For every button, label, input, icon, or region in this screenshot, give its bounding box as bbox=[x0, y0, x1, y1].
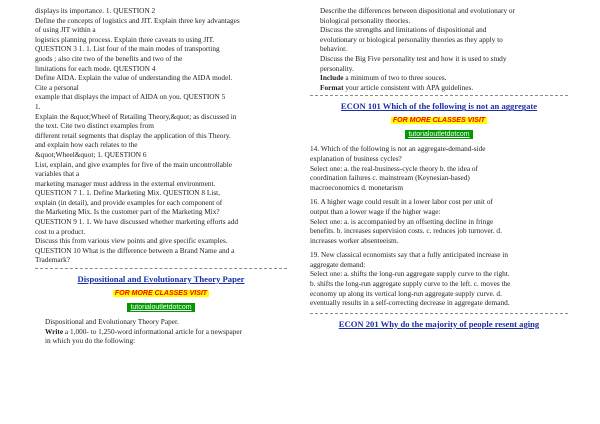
text-line: Cite a personal bbox=[35, 82, 79, 92]
dashed-divider bbox=[310, 313, 568, 314]
questions-text bbox=[35, 6, 287, 265]
text-fragment: your article consistent with APA guidelines. bbox=[343, 82, 474, 92]
text-line: increases worker absenteeism. bbox=[310, 235, 399, 245]
text-line: variables that a bbox=[35, 169, 80, 179]
text-line: in which you do the following: bbox=[45, 336, 136, 346]
text-line: Define AIDA. Explain the value of understanding the AIDA model. bbox=[35, 73, 233, 83]
text-line: aggregate demand: bbox=[310, 259, 366, 269]
text-line: Trademark? bbox=[35, 255, 70, 265]
text-line: the text. Cite two distinct examples from bbox=[35, 121, 154, 131]
text-line: Dispositional and Evolutionary Theory Paper. bbox=[45, 317, 179, 327]
text-line: of using JIT within a bbox=[35, 25, 96, 35]
site-banner[interactable] bbox=[35, 301, 287, 313]
site-banner[interactable] bbox=[310, 128, 568, 140]
text-line: Explain the &quot;Wheel of Retailing Theory,&quot; as discussed in bbox=[35, 111, 237, 121]
text-line: Select one: a. shifts the long-run aggregate supply curve to the right. bbox=[310, 269, 510, 279]
text-line: explanation of business cycles? bbox=[310, 153, 402, 163]
text-line: marketing manager must address in the external environment. bbox=[35, 178, 216, 188]
text-line: coordination failures c. mainstream (Keynesian-based) bbox=[310, 173, 470, 183]
text-fragment: a 1,000- to 1,250-word informational article for a newspaper bbox=[63, 326, 243, 336]
text-line: 1. bbox=[35, 101, 41, 111]
section-title-link[interactable]: Dispositional and Evolutionary Theory Paper bbox=[77, 274, 245, 285]
promo-banner bbox=[35, 287, 287, 299]
paper-requirements bbox=[310, 6, 568, 92]
text-line: QUESTION 10 What is the difference between a Brand Name and a bbox=[35, 245, 235, 255]
bold-keyword: Include bbox=[320, 73, 344, 83]
text-line bbox=[45, 327, 287, 337]
text-line: QUESTION 9 1. 1. We have discussed whether marketing efforts add bbox=[35, 217, 239, 227]
promo-text: FOR MORE CLASSES VISIT bbox=[114, 290, 208, 298]
text-line: benefits. b. increases supervision costs. c. reduces job turnover. d. bbox=[310, 226, 502, 236]
left-column bbox=[35, 6, 287, 346]
text-line: QUESTION 7 1. 1. Define Marketing Mix. QUESTION 8 List, bbox=[35, 188, 221, 198]
text-line: List, explain, and give examples for five of the main uncontrollable bbox=[35, 159, 232, 169]
site-link[interactable]: tutorialoutletdotcom bbox=[405, 130, 472, 139]
site-link[interactable]: tutorialoutletdotcom bbox=[127, 303, 194, 312]
text-line: and explain how each relates to the bbox=[35, 140, 138, 150]
text-line: different retail segments that display the application of this Theory. bbox=[35, 130, 231, 140]
text-line: Select one: a. the real-business-cycle theory b. the idea of bbox=[310, 163, 478, 173]
text-line: QUESTION 3 1. 1. List four of the main modes of transporting bbox=[35, 44, 220, 54]
text-line: displays its importance. 1. QUESTION 2 bbox=[35, 6, 156, 15]
promo-text: FOR MORE CLASSES VISIT bbox=[392, 117, 486, 125]
text-line: eventually results in a self-correcting decrease in aggregate demand. bbox=[310, 298, 510, 308]
text-line bbox=[320, 73, 568, 83]
section-title-link[interactable]: ECON 201 Why do the majority of people resent aging bbox=[338, 318, 540, 329]
question-14 bbox=[310, 144, 568, 192]
text-line: Discuss the Big Five personality test and how it is used to study bbox=[320, 53, 507, 63]
text-fragment: a minimum of two to three souces. bbox=[343, 73, 447, 83]
text-line: goods ; also cite two of the benefits and two of the bbox=[35, 53, 183, 63]
text-line: example that displays the impact of AIDA on you. QUESTION 5 bbox=[35, 92, 226, 102]
text-line: limitations for each mode. QUESTION 4 bbox=[35, 63, 156, 73]
text-line: &quot;Wheel&quot; 1. QUESTION 6 bbox=[35, 149, 147, 159]
text-line: Discuss the strengths and limitations of dispositional and bbox=[320, 25, 487, 35]
dashed-divider bbox=[310, 95, 568, 96]
text-line: 16. A higher wage could result in a lower labor cost per unit of bbox=[310, 197, 493, 207]
text-line: personality. bbox=[320, 63, 354, 73]
question-16 bbox=[310, 197, 568, 245]
text-line: Select one: a. is accompanied by an offsetting decline in fringe bbox=[310, 216, 494, 226]
text-line: macroeconomics d. monetarism bbox=[310, 182, 404, 192]
section-title-link[interactable]: ECON 101 Which of the following is not an aggregate bbox=[340, 101, 538, 112]
paper-description bbox=[35, 317, 287, 346]
text-line: biological personality theories. bbox=[320, 15, 411, 25]
text-line: Define the concepts of logistics and JIT. Explain three key advantages bbox=[35, 15, 240, 25]
right-column bbox=[310, 6, 568, 332]
text-line: 19. New classical economists say that a fully anticipated increase in bbox=[310, 250, 508, 260]
text-line: economy up along its vertical long-run aggregate supply curve. d. bbox=[310, 288, 502, 298]
text-line: the Marketing Mix. Is the customer part of the Marketing Mix? bbox=[35, 207, 220, 217]
text-line: Discuss this from various view points and give specific examples. bbox=[35, 236, 228, 246]
bold-keyword: Format bbox=[320, 82, 344, 92]
text-line: b. shifts the long-run aggregate supply curve to the left. c. moves the bbox=[310, 279, 511, 289]
bold-keyword: Write bbox=[45, 326, 64, 336]
dashed-divider bbox=[35, 268, 287, 269]
text-line: cost to a product. bbox=[35, 226, 86, 236]
text-line: evolutionary or biological personality theories as they apply to bbox=[320, 34, 503, 44]
text-line: logistics planning process. Explain three caveats to using JIT. bbox=[35, 34, 215, 44]
text-line: 14. Which of the following is not an aggregate-demand-side bbox=[310, 144, 486, 154]
question-19 bbox=[310, 250, 568, 308]
promo-banner bbox=[310, 114, 568, 126]
text-line: output than a lower wage if the higher wage: bbox=[310, 206, 441, 216]
text-line: behavior. bbox=[320, 44, 347, 54]
text-line: Describe the differences between dispositional and evolutionary or bbox=[320, 6, 515, 15]
text-line: explain (in detail), and provide examples for each component of bbox=[35, 197, 223, 207]
text-line bbox=[320, 83, 568, 93]
